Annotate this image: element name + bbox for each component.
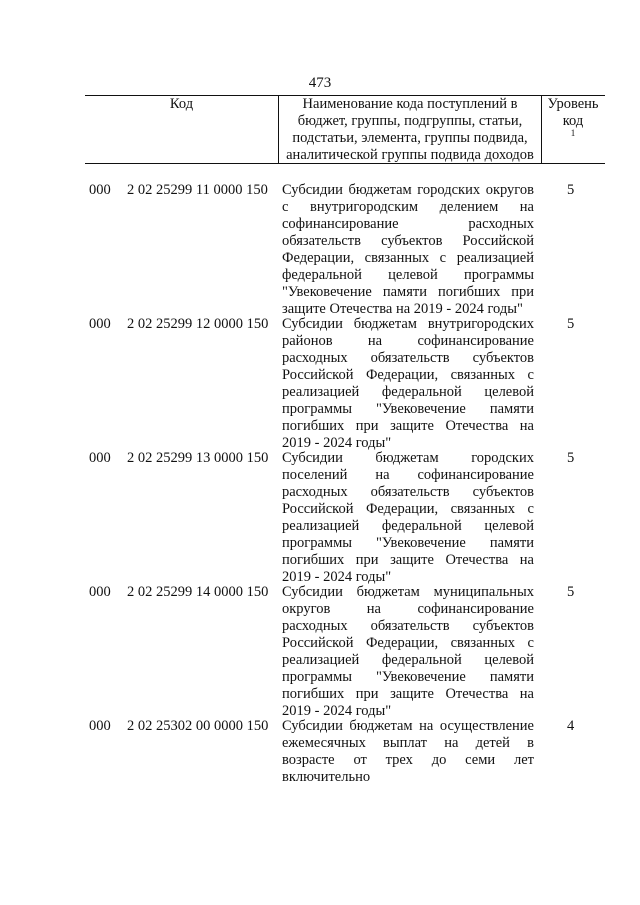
header-name: Наименование кода поступлений в бюджет, группы, подгруппы, статьи, подстатьи, элемента, группы подвида, аналитической группы подвида доходов (278, 96, 542, 163)
row-level: 5 (567, 182, 575, 198)
row-level: 5 (567, 450, 575, 466)
row-level: 4 (567, 718, 575, 734)
header-level (541, 96, 605, 163)
row-code: 2 02 25299 14 0000 150 (127, 584, 269, 600)
row-code: 2 02 25299 11 0000 150 (127, 182, 268, 198)
row-level: 5 (567, 316, 575, 332)
page-number: 473 (308, 75, 332, 91)
row-name: Субсидии бюджетам городских поселений на софинансирование расходных обязательств субъектов Российской Федерации, связанных с реализацией федеральной целевой программы "Увековечение памяти погибших при защите Отечества на 2019 - 2024 годы" (282, 450, 534, 585)
header-level-label: Уровень код (547, 96, 599, 129)
row-level: 5 (567, 584, 575, 600)
row-prefix: 000 (89, 316, 111, 332)
row-prefix: 000 (89, 584, 111, 600)
row-prefix: 000 (89, 450, 111, 466)
row-code: 2 02 25299 13 0000 150 (127, 450, 269, 466)
row-name: Субсидии бюджетам на осуществление ежемесячных выплат на детей в возрасте от трех до семи лет включительно (282, 718, 534, 785)
table-header (85, 95, 605, 164)
table-body (89, 182, 609, 785)
table-row (89, 584, 609, 718)
row-name: Субсидии бюджетам внутригородских районов на софинансирование расходных обязательств субъектов Российской Федерации, связанных с реализацией федеральной целевой программы "Увековечение памяти погибших при защите Отечества на 2019 - 2024 годы" (282, 316, 534, 451)
row-prefix: 000 (89, 182, 111, 198)
row-code: 2 02 25302 00 0000 150 (127, 718, 269, 734)
row-code: 2 02 25299 12 0000 150 (127, 316, 269, 332)
row-name: Субсидии бюджетам городских округов с внутригородским делением на софинансирование расходных обязательств субъектов Российской Федерации, связанных с реализацией федеральной целевой программы "Увековечение памяти погибших при защите Отечества на 2019 - 2024 годы" (282, 182, 534, 317)
row-prefix: 000 (89, 718, 111, 734)
table-row (89, 718, 609, 785)
table-row (89, 316, 609, 450)
table-row (89, 182, 609, 316)
header-code: Код (169, 96, 194, 112)
table-row (89, 450, 609, 584)
row-name: Субсидии бюджетам муниципальных округов на софинансирование расходных обязательств субъектов Российской Федерации, связанных с реализацией федеральной целевой программы "Увековечение памяти погибших при защите Отечества на 2019 - 2024 годы" (282, 584, 534, 719)
header-level-footnote: 1 (570, 128, 576, 139)
